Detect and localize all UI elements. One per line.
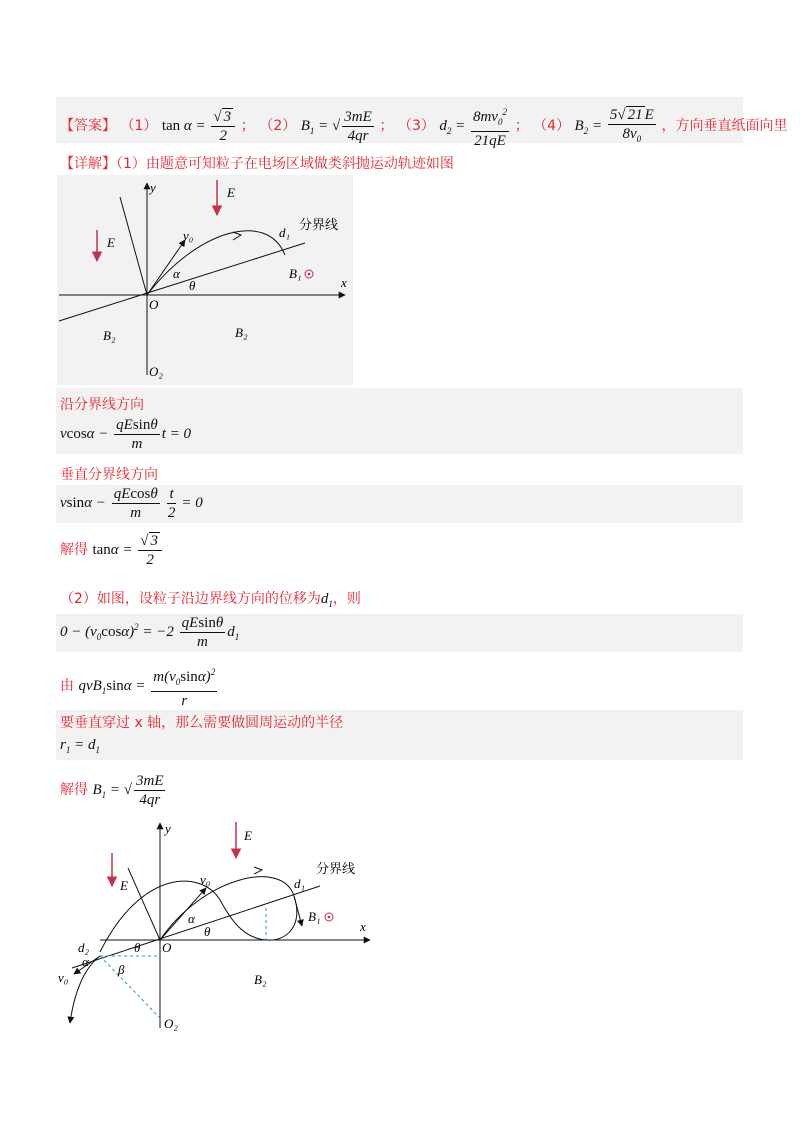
fig2-label-b2: B₂ bbox=[254, 972, 267, 987]
answer-sep-2: ； bbox=[379, 117, 394, 134]
fig1-label-theta: θ bbox=[189, 278, 196, 293]
solve1-formula: tanα = $\frac{√ 3}{2}$ bbox=[92, 542, 164, 558]
fig2-dashed-radius bbox=[100, 956, 160, 1018]
fig2-label-e-top: E bbox=[244, 828, 252, 843]
answer-sep-1: ； bbox=[240, 117, 255, 134]
fig2-label-x: x bbox=[360, 919, 366, 934]
fig1-label-d1: d₁ bbox=[279, 225, 291, 240]
vertical-heading: 要垂直穿过 x 轴，那么需要做圆周运动的半径 bbox=[60, 715, 344, 731]
from-label: 由 bbox=[60, 677, 74, 694]
detail-line bbox=[60, 153, 454, 173]
fig1-label-e-top: E bbox=[227, 185, 235, 200]
along-heading: 沿分界线方向 bbox=[60, 397, 144, 413]
answer-direction: ，方向垂直纸面向里 bbox=[661, 117, 788, 134]
fig2-circular-path bbox=[100, 881, 297, 952]
fig2-label-alpha-exit: α bbox=[82, 954, 89, 969]
fig2-trajectory-parabola bbox=[160, 877, 294, 940]
fig1-label-y: y bbox=[150, 180, 156, 195]
fig2-label-v0-exit: v₀ bbox=[58, 970, 69, 985]
fig2-label-alpha: α bbox=[188, 911, 195, 926]
fig2-perpendicular-line bbox=[128, 868, 160, 940]
fig1-label-o2: O₂ bbox=[149, 364, 163, 379]
fig1-label-b1: B₁ bbox=[289, 266, 302, 281]
detail-intro: （1）由题意可知粒子在电场区域做类斜抛运动轨迹如图 bbox=[116, 156, 454, 172]
answer-line bbox=[60, 103, 787, 150]
solve1-line bbox=[60, 532, 164, 569]
fig2-boundary-line bbox=[72, 886, 320, 968]
fig2-trajectory-arrow bbox=[254, 867, 262, 874]
fig2-label-boundary: 分界线 bbox=[316, 862, 356, 877]
answer-tag: 【答案】 bbox=[60, 117, 116, 134]
answer1-formula: tan α = $\frac{√ 3}{2}$ bbox=[162, 118, 241, 134]
fig2-label-beta: β bbox=[118, 962, 125, 977]
fig1-label-v0: v₀ bbox=[183, 228, 194, 243]
part2-equation: $0 - (v_0\cos\alpha)^2 = -2$ $\frac{qEsin\theta}{m}$ $d_1$ bbox=[60, 615, 240, 650]
fig2-label-theta-2: θ bbox=[134, 940, 141, 955]
answer-part4-label: （4） bbox=[533, 117, 571, 134]
perp-heading: 垂直分界线方向 bbox=[60, 467, 158, 483]
solve2-line bbox=[60, 772, 167, 809]
fig2-label-v0: v₀ bbox=[200, 872, 211, 887]
figure-1 bbox=[57, 175, 353, 385]
fig1-label-x: x bbox=[341, 275, 347, 290]
radius-equation: $r_1 = d_1$ bbox=[60, 737, 100, 755]
part2-text: （2）如图，设粒子沿边界线方向的位移为 bbox=[60, 591, 321, 607]
fig2-label-d2: d₂ bbox=[78, 940, 90, 955]
fig1-label-b2-right: B₂ bbox=[235, 325, 248, 340]
answer-sep-3: ； bbox=[514, 117, 529, 134]
part2-d1: $d_1$ bbox=[320, 591, 333, 609]
b1-field-dot bbox=[308, 273, 311, 276]
from-equation: qvB$_1$sinα = $\frac{m(v_0\sin\alpha)^2}{r}$ bbox=[78, 678, 219, 694]
answer-part3-label: （3） bbox=[397, 117, 435, 134]
fig1-label-b2-left: B₂ bbox=[103, 328, 116, 343]
fig1-label-e-left: E bbox=[107, 235, 115, 250]
answer-part2-label: （2） bbox=[259, 117, 297, 134]
perp-equation: vsinα − $\frac{qEcos\theta}{m}$ $\frac{t}{2}$ = 0 bbox=[60, 486, 203, 521]
from-line bbox=[60, 663, 219, 710]
fig2-label-d1: d₁ bbox=[294, 876, 306, 891]
answer4-formula: $B_2$ = $\frac{5√ 21 E}{8v_0}$ bbox=[574, 106, 654, 144]
answer-part1-label: （1） bbox=[120, 117, 158, 134]
figure-2 bbox=[52, 818, 382, 1036]
fig2-label-e-left: E bbox=[120, 878, 128, 893]
solve2-label: 解得 bbox=[60, 781, 88, 798]
answer2-formula: $B_1$ = √ $\frac{3mE}{4qr}$ bbox=[300, 109, 372, 144]
along-equation: vcosα − $\frac{qEsin\theta}{m}$ t = 0 bbox=[60, 417, 192, 452]
solve2-formula: $B_1$ = √ $\frac{3mE}{4qr}$ bbox=[92, 773, 164, 808]
part2-text-end: ，则 bbox=[332, 591, 361, 607]
fig2-label-b1: B₁ bbox=[308, 909, 321, 924]
fig2-label-theta: θ bbox=[204, 924, 211, 939]
solve1-label: 解得 bbox=[60, 541, 88, 558]
fig1-label-alpha: α bbox=[173, 266, 180, 281]
figure-1-background bbox=[57, 175, 353, 385]
fig1-label-boundary: 分界线 bbox=[299, 218, 339, 233]
fig2-v0-vector bbox=[160, 888, 206, 940]
fig2-label-o2: O₂ bbox=[164, 1016, 178, 1031]
fig2-label-o: O bbox=[162, 940, 172, 955]
fig2-label-y: y bbox=[165, 821, 171, 836]
part2-line bbox=[60, 588, 361, 609]
detail-tag: 【详解】 bbox=[60, 156, 116, 172]
fig1-label-o: O bbox=[149, 297, 159, 312]
fig2-b1-field-dot bbox=[328, 916, 331, 919]
answer3-formula: $d_2$ = $\frac{8mv_0^2}{21qE}$ bbox=[439, 118, 514, 134]
